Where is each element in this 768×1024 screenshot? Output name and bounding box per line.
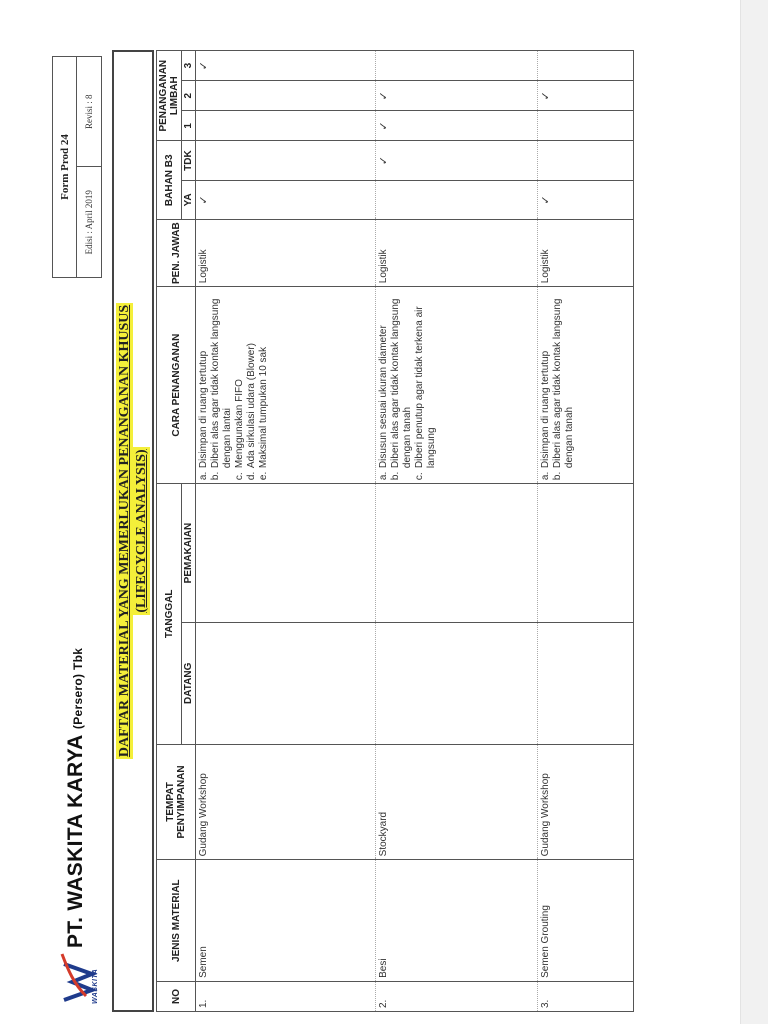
cara-step-text: Menggunakan FIFO — [234, 379, 245, 469]
title-line-2: (LIFECYCLE ANALYSIS) — [134, 449, 149, 613]
col-pemakaian: PEMAKAIAN — [182, 484, 196, 623]
col-cara: CARA PENANGANAN — [157, 287, 196, 484]
company-name-text: PT. WASKITA KARYA — [64, 735, 87, 948]
cell-pemakaian — [196, 484, 376, 623]
cara-step-letter: b. — [390, 471, 401, 481]
check-limbah-2: ✓ — [376, 81, 538, 111]
cara-step-letter: b. — [552, 471, 563, 481]
cara-step-letter: a. — [198, 471, 209, 481]
cara-step — [198, 290, 210, 480]
cell-pen-jawab: Logistik — [196, 220, 376, 287]
cell-datang — [538, 623, 634, 745]
cara-step-text: Diberi alas agar tidak kontak langsung dengan tanah — [390, 298, 413, 469]
cell-pemakaian — [538, 484, 634, 623]
check-ya: ✓ — [538, 180, 634, 219]
cara-step-letter: e. — [258, 471, 269, 481]
col-datang: DATANG — [182, 623, 196, 745]
cara-step-text: Disimpan di ruang tertutup — [540, 350, 551, 469]
check-limbah-1 — [196, 111, 376, 141]
cara-step-letter: a. — [540, 471, 551, 481]
check-limbah-3 — [376, 51, 538, 81]
cara-step-text: Maksimal tumpukan 10 sak — [258, 346, 269, 469]
table-row — [376, 51, 538, 1012]
cara-step — [378, 290, 390, 480]
cara-step — [210, 290, 234, 480]
cell-tempat: Gudang Workshop — [538, 744, 634, 860]
cara-step — [258, 290, 270, 480]
cell-pemakaian — [376, 484, 538, 623]
cell-jenis: Semen Grouting — [538, 860, 634, 982]
cell-cara — [538, 287, 634, 484]
cara-step — [414, 290, 438, 480]
col-jenis: JENIS MATERIAL — [157, 860, 196, 982]
cell-jenis: Besi — [376, 860, 538, 982]
col-tempat: TEMPAT PENYIMPANAN — [157, 744, 196, 860]
cara-step-letter: a. — [378, 471, 389, 481]
cara-step-letter: d. — [246, 471, 257, 481]
cell-tempat: Gudang Workshop — [196, 744, 376, 860]
cara-step-text: Diberi penutup agar tidak terkena air langsung — [414, 306, 437, 469]
cara-step-letter: b. — [210, 471, 221, 481]
check-tdk — [538, 141, 634, 180]
col-ya: YA — [182, 180, 196, 219]
cell-cara — [196, 287, 376, 484]
cara-step — [552, 290, 576, 480]
cara-step-letter: c. — [234, 472, 245, 481]
table-row — [538, 51, 634, 1012]
cara-step — [540, 290, 552, 480]
check-limbah-2 — [196, 81, 376, 111]
document-sheet — [52, 2, 712, 1012]
logo-text: WASKITA — [92, 968, 99, 1004]
cell-no: 2. — [376, 981, 538, 1011]
col-limbah-3: 3 — [182, 51, 196, 81]
cara-step-text: Diberi alas agar tidak kontak langsung dengan tanah — [552, 298, 575, 469]
col-limbah-2: 2 — [182, 81, 196, 111]
check-limbah-3: ✓ — [196, 51, 376, 81]
cara-step-text: Disusun sesuai ukuran diameter — [378, 325, 389, 469]
cara-step — [390, 290, 414, 480]
check-limbah-1: ✓ — [376, 111, 538, 141]
cara-step — [234, 290, 246, 480]
cara-step-text: Ada sirkulasi udara (Blower) — [246, 343, 257, 469]
form-edition: Edisi : April 2019 — [77, 167, 101, 278]
check-limbah-1 — [538, 111, 634, 141]
cara-step-text: Diberi alas agar tidak kontak langsung dengan lantai — [210, 298, 233, 469]
cara-step-text: Disimpan di ruang tertutup — [198, 350, 209, 469]
col-limbah-1: 1 — [182, 111, 196, 141]
form-revision: Revisi : 8 — [84, 94, 94, 130]
form-info-box — [52, 56, 102, 278]
document-title — [112, 50, 154, 1012]
check-tdk: ✓ — [376, 141, 538, 180]
scan-edge — [740, 0, 768, 1024]
table-body — [196, 51, 634, 1012]
check-limbah-2: ✓ — [538, 81, 634, 111]
title-line-1: DAFTAR MATERIAL YANG MEMERLUKAN PENANGANAN KHUSUS — [117, 304, 132, 758]
check-tdk — [196, 141, 376, 180]
cara-step-letter: c. — [414, 472, 425, 481]
material-table — [156, 50, 634, 1012]
check-ya: ✓ — [196, 180, 376, 219]
form-title: Form Prod 24 — [53, 57, 77, 277]
cara-step — [246, 290, 258, 480]
col-limbah: PENANGANAN LIMBAH — [157, 51, 182, 141]
cell-datang — [376, 623, 538, 745]
cell-no: 3. — [538, 981, 634, 1011]
company-name — [64, 648, 88, 948]
company-suffix: (Persero) Tbk — [71, 647, 85, 730]
col-no: NO — [157, 981, 196, 1011]
cell-jenis: Semen — [196, 860, 376, 982]
cell-datang — [196, 623, 376, 745]
col-tanggal: TANGGAL — [157, 484, 182, 745]
col-tdk: TDK — [182, 141, 196, 180]
check-limbah-3 — [538, 51, 634, 81]
table-row — [196, 51, 376, 1012]
col-bahan-b3: BAHAN B3 — [157, 141, 182, 220]
check-ya — [376, 180, 538, 219]
cell-pen-jawab: Logistik — [376, 220, 538, 287]
cell-cara — [376, 287, 538, 484]
cell-tempat: Stockyard — [376, 744, 538, 860]
col-pen-jawab: PEN. JAWAB — [157, 220, 196, 287]
cell-no: 1. — [196, 981, 376, 1011]
cell-pen-jawab: Logistik — [538, 220, 634, 287]
